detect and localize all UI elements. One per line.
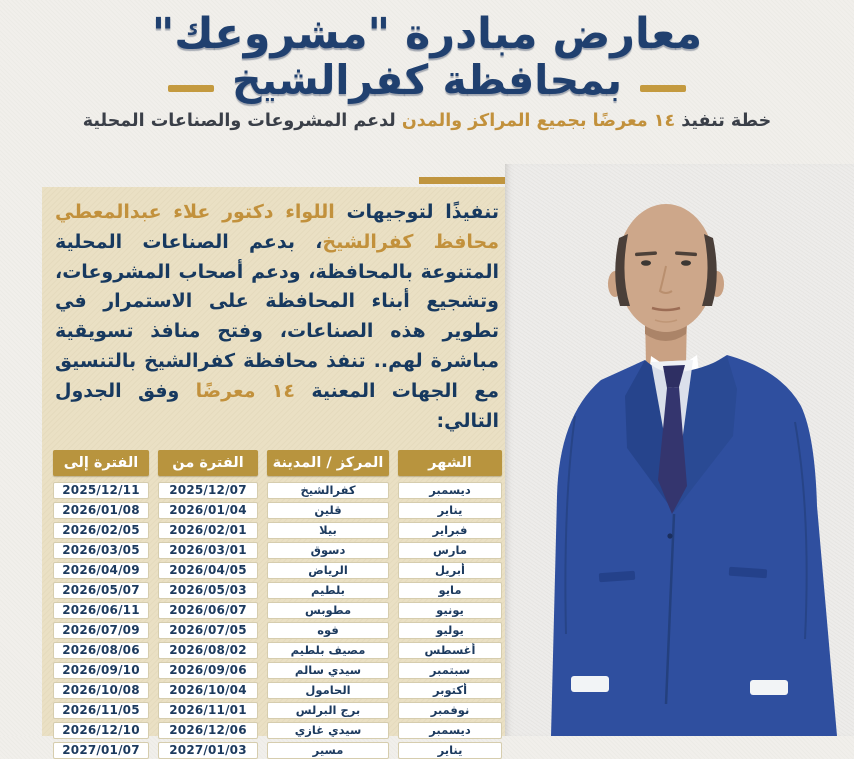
table-cell-date: 2027/01/07	[53, 742, 149, 759]
table-cell: أبريل	[398, 562, 502, 579]
page-title-line2: بمحافظة كفرالشيخ	[231, 56, 623, 105]
table-cell: كفرالشيخ	[267, 482, 389, 499]
table-cell: دسوق	[267, 542, 389, 559]
table-cell: مطوبس	[267, 602, 389, 619]
table-cell-date: 2025/12/07	[158, 482, 258, 499]
table-cell-date: 2027/01/03	[158, 742, 258, 759]
table-cell: مايو	[398, 582, 502, 599]
table-cell-date: 2025/12/11	[53, 482, 149, 499]
table-cell: يونيو	[398, 602, 502, 619]
gold-dash-left	[168, 85, 214, 92]
table-cell-date: 2026/11/05	[53, 702, 149, 719]
table-cell: قلين	[267, 502, 389, 519]
governor-portrait-photo	[505, 164, 854, 736]
table-header-city: المركز / المدينة	[267, 450, 389, 476]
table-cell-date: 2026/09/10	[53, 662, 149, 679]
table-cell-date: 2026/07/05	[158, 622, 258, 639]
text-segment: لدعم المشروعات والصناعات المحلية	[82, 111, 396, 132]
text-segment: خطة تنفيذ	[675, 111, 772, 132]
table-cell-date: 2026/09/06	[158, 662, 258, 679]
table-cell: ديسمبر	[398, 722, 502, 739]
table-cell-date: 2026/02/01	[158, 522, 258, 539]
text-segment: تنفيذًا لتوجيهات	[334, 201, 499, 223]
table-cell-date: 2026/12/10	[53, 722, 149, 739]
table-cell-date: 2026/10/08	[53, 682, 149, 699]
header	[0, 10, 854, 131]
table-cell: يوليو	[398, 622, 502, 639]
text-segment: ١٤ معرضًا	[195, 379, 295, 402]
table-cell-date: 2026/04/09	[53, 562, 149, 579]
table-cell: بيلا	[267, 522, 389, 539]
table-cell-date: 2026/07/09	[53, 622, 149, 639]
table-cell: أكتوبر	[398, 682, 502, 699]
table-cell: مصيف بلطيم	[267, 642, 389, 659]
text-segment: وفق الجدول التالي:	[55, 379, 499, 432]
table-cell-date: 2026/05/03	[158, 582, 258, 599]
table-cell: مسير	[267, 742, 389, 759]
table-cell: بلطيم	[267, 582, 389, 599]
subtitle	[0, 111, 854, 131]
governor-portrait-illustration	[505, 164, 854, 736]
beige-panel	[42, 187, 512, 758]
table-cell-date: 2026/12/06	[158, 722, 258, 739]
page-title-line1: معارض مبادرة "مشروعك"	[151, 9, 703, 59]
table-cell-date: 2026/11/01	[158, 702, 258, 719]
exhibitions-table	[52, 450, 502, 759]
table-cell-date: 2026/02/05	[53, 522, 149, 539]
table-cell-date: 2026/03/01	[158, 542, 258, 559]
table-cell: مارس	[398, 542, 502, 559]
table-cell: برج البرلس	[267, 702, 389, 719]
table-cell: نوفمبر	[398, 702, 502, 719]
table-cell: يناير	[398, 502, 502, 519]
table-cell-date: 2026/08/02	[158, 642, 258, 659]
table-cell: فبراير	[398, 522, 502, 539]
page-title-line2-wrap	[0, 58, 854, 103]
table-header-from: الفترة من	[158, 450, 258, 476]
text-segment: ، بدعم الصناعات المحلية المتنوعة بالمحافظة، ودعم أصحاب المشروعات، وتشجيع أبناء المحافظة على الاستمرار في تطوير هذه الصناعات، وفتح منافذ تسويقية مباشرة لهم.. تنفذ محافظة كفرالشيخ بالتنسيق مع الجهات المعنية	[55, 230, 499, 402]
text-segment: ١٤ معرضًا بجميع المراكز والمدن	[395, 111, 676, 132]
table-cell: الرياض	[267, 562, 389, 579]
table-cell-date: 2026/05/07	[53, 582, 149, 599]
content-panel	[42, 177, 512, 758]
table-header-month: الشهر	[398, 450, 502, 476]
table-header-to: الفترة إلى	[53, 450, 149, 476]
gold-dash-right	[640, 85, 686, 92]
table-cell-date: 2026/01/08	[53, 502, 149, 519]
table-cell: الحامول	[267, 682, 389, 699]
gold-accent-bar	[419, 177, 512, 184]
table-cell: يناير	[398, 742, 502, 759]
table-cell: سيدي سالم	[267, 662, 389, 679]
table-cell: ديسمبر	[398, 482, 502, 499]
table-cell: فوه	[267, 622, 389, 639]
table-cell: سبتمبر	[398, 662, 502, 679]
intro-paragraph	[42, 187, 512, 437]
table-cell-date: 2026/06/11	[53, 602, 149, 619]
table-cell-date: 2026/10/04	[158, 682, 258, 699]
table-cell-date: 2026/01/04	[158, 502, 258, 519]
text-segment: اللواء دكتور علاء عبدالمعطي محافظ كفرالشيخ	[55, 201, 499, 253]
table-cell: أغسطس	[398, 642, 502, 659]
table-cell-date: 2026/08/06	[53, 642, 149, 659]
table-cell-date: 2026/03/05	[53, 542, 149, 559]
table-cell-date: 2026/06/07	[158, 602, 258, 619]
table-cell: سيدي غازي	[267, 722, 389, 739]
table-cell-date: 2026/04/05	[158, 562, 258, 579]
